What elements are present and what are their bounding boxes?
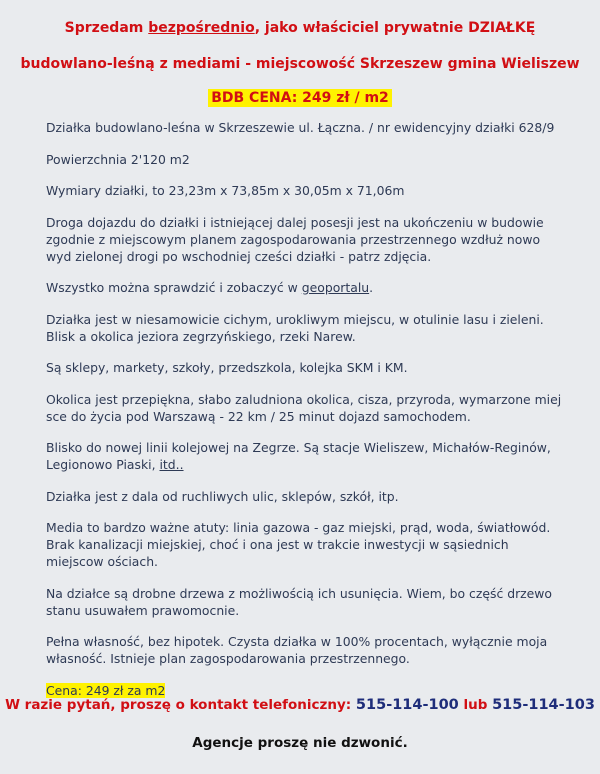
paragraph-location: Działka budowlano-leśna w Skrzeszewie ul. Łączna. / nr ewidencyjny działki 628/9 <box>46 120 555 135</box>
paragraph-area: Powierzchnia 2'120 m2 <box>46 151 190 167</box>
phone-number-1[interactable]: 515-114-100 <box>355 697 459 713</box>
geoportal-text-a: Wszystko można sprawdzić i zobaczyć w <box>46 280 302 295</box>
price-badge-row <box>0 87 600 106</box>
paragraph-railway <box>46 439 564 473</box>
geoportal-text-b: . <box>369 280 374 295</box>
contact-or: lub <box>458 697 493 713</box>
title-line-1 <box>0 20 600 36</box>
phone-number-2[interactable]: 515-114-103 <box>492 697 595 713</box>
paragraph-surroundings: Działka jest w niesamowicie cichym, urokliwym miejscu, w otulinie lasu i zieleni. Blisk a okolica jeziora zegrzyńskiego, rzeki Narew. <box>46 311 544 344</box>
price-badge: BDB CENA: 249 zł / m2 <box>208 89 392 107</box>
paragraph-dimensions: Wymiary działki, to 23,23m x 73,85m x 30,05m x 71,06m <box>46 183 405 198</box>
paragraph-area-description: Okolica jest przepiękna, słabo zaludniona okolica, cisza, przyroda, wymarzone miej sce do życia pod Warszawą - 22 km / 25 minut dojazd samochodem. <box>46 391 562 424</box>
title-text-c: , jako właściciel prywatnie DZIAŁKĘ <box>254 20 536 36</box>
paragraph-geoportal <box>46 279 564 296</box>
agency-note: Agencje proszę nie dzwonić. <box>192 735 408 751</box>
price-line <box>46 682 564 699</box>
paragraph-utilities: Media to bardzo ważne atuty: linia gazowa - gaz miejski, prąd, woda, światłowód. Brak kanalizacji miejskiej, choć i ona jest w trakcie inwestycji w sąsiednich miejscow ościach. <box>46 520 551 569</box>
price-highlight: Cena: 249 zł za m2 <box>46 682 166 698</box>
geoportal-link[interactable]: geoportalu <box>301 280 370 295</box>
title-line-2: budowlano-leśną z mediami - miejscowość Skrzeszew gmina Wieliszew <box>20 56 580 72</box>
paragraph-amenities: Są sklepy, markety, szkoły, przedszkola, kolejka SKM i KM. <box>46 360 408 375</box>
paragraph-quiet: Działka jest z dala od ruchliwych ulic, sklepów, szkół, itp. <box>46 488 399 504</box>
description-body <box>46 119 564 713</box>
railway-text: Blisko do nowej linii kolejowej na Zegrze. Są stacje Wieliszew, Michałów-Reginów, Legionowo Piaski, <box>46 440 551 472</box>
title-text-a: Sprzedam <box>64 20 149 36</box>
contact-prefix: W razie pytań, proszę o kontakt telefoniczny: <box>5 697 356 713</box>
paragraph-trees: Na działce są drobne drzewa z możliwością ich usunięcia. Wiem, bo część drzewo stanu usuwałem prawomocnie. <box>46 585 553 618</box>
paragraph-ownership: Pełna własność, bez hipotek. Czysta działka w 100% procentach, wyłącznie moja własność. Istnieje plan zagospodarowania przestrzennego. <box>46 634 548 666</box>
title-text-emphasis: bezpośrednio <box>148 20 255 36</box>
paragraph-access-road: Droga dojazdu do działki i istniejącej dalej posesji jest na ukończeniu w budowie zgodnie z miejscowym planem zagospodarowania przestrzennego wzdłuż nowo wyd zielonej drogi po wschodniej cześci działki - patrz zdjęcia. <box>46 214 544 264</box>
contact-line <box>0 697 600 713</box>
itd-link[interactable]: itd.. <box>159 457 184 472</box>
